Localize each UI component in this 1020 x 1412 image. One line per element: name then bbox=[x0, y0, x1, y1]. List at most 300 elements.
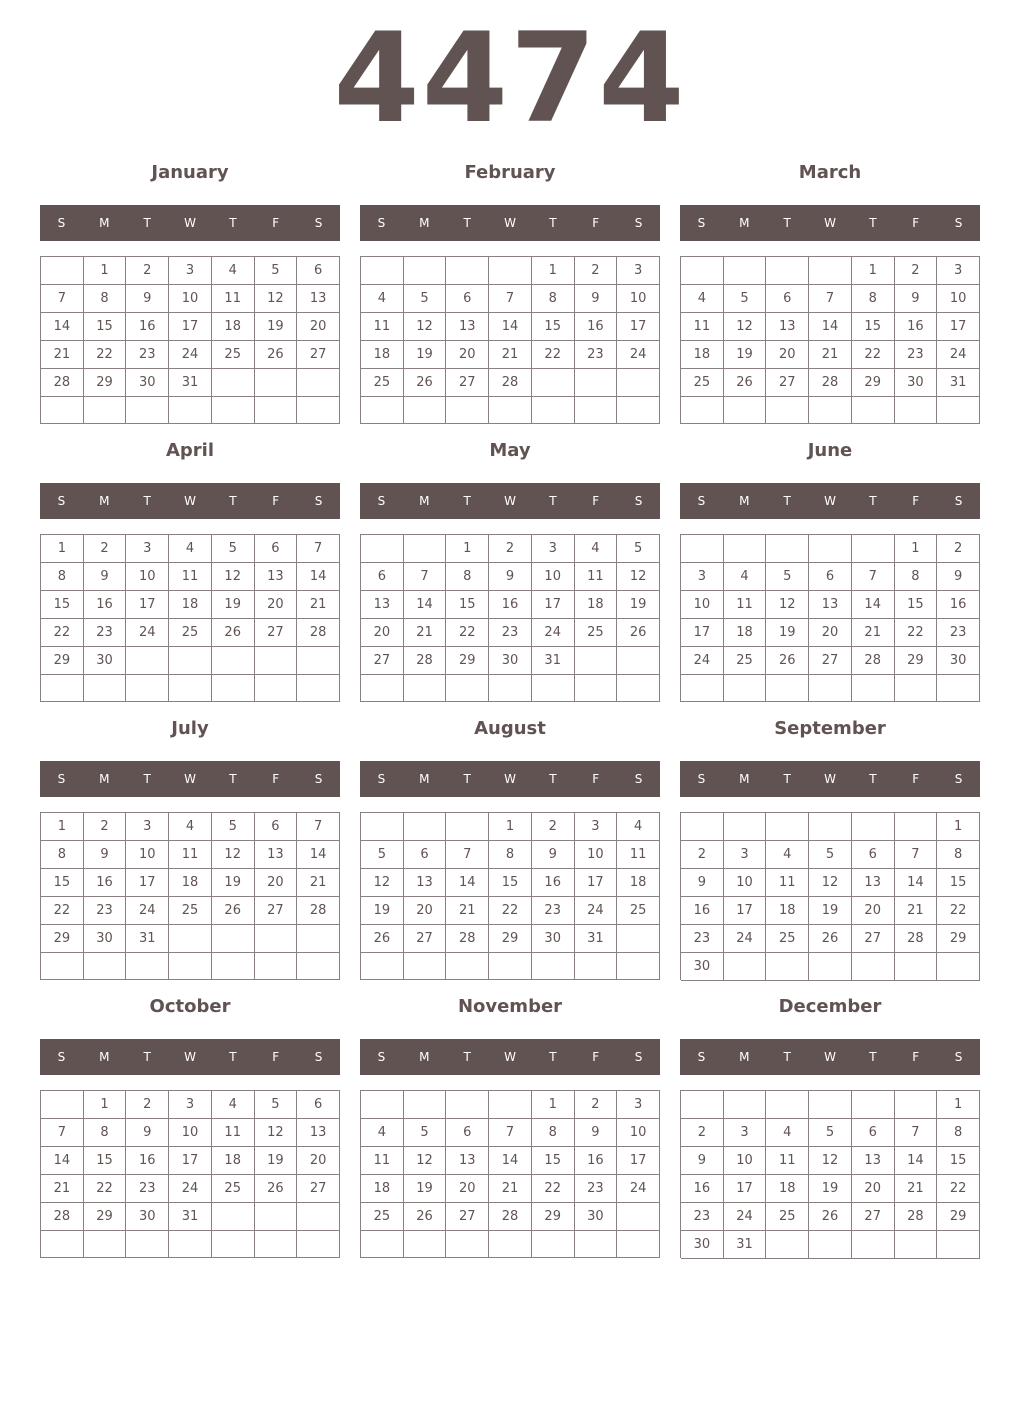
empty-day-cell bbox=[575, 369, 618, 397]
weekday-label: S bbox=[634, 772, 643, 786]
empty-day-cell bbox=[126, 953, 169, 980]
day-cell: 18 bbox=[212, 313, 255, 341]
day-cell: 23 bbox=[489, 619, 532, 647]
weekday-label: T bbox=[463, 494, 471, 508]
empty-day-cell bbox=[212, 397, 255, 424]
day-cell: 19 bbox=[212, 869, 255, 897]
empty-day-cell bbox=[404, 675, 447, 702]
day-cell: 10 bbox=[617, 1119, 660, 1147]
day-cell: 5 bbox=[724, 285, 767, 313]
day-cell: 3 bbox=[169, 257, 212, 285]
day-cell: 9 bbox=[532, 841, 575, 869]
day-cell: 23 bbox=[681, 1203, 724, 1231]
empty-day-cell bbox=[361, 675, 404, 702]
day-cell: 11 bbox=[169, 563, 212, 591]
day-cell: 6 bbox=[361, 563, 404, 591]
day-cell: 8 bbox=[532, 285, 575, 313]
empty-day-cell bbox=[212, 675, 255, 702]
empty-day-cell bbox=[297, 1203, 340, 1231]
empty-day-cell bbox=[361, 813, 404, 841]
day-cell: 17 bbox=[126, 591, 169, 619]
weekday-label: M bbox=[419, 1050, 430, 1064]
day-cell: 26 bbox=[617, 619, 660, 647]
day-cell: 13 bbox=[297, 1119, 340, 1147]
empty-day-cell bbox=[255, 369, 298, 397]
weekday-label: S bbox=[377, 494, 386, 508]
empty-day-cell bbox=[446, 813, 489, 841]
weekday-label: M bbox=[739, 216, 750, 230]
weekday-header bbox=[40, 761, 340, 797]
empty-day-cell bbox=[361, 953, 404, 980]
day-cell: 30 bbox=[681, 953, 724, 981]
day-cell: 4 bbox=[766, 841, 809, 869]
day-cell: 7 bbox=[404, 563, 447, 591]
empty-day-cell bbox=[255, 675, 298, 702]
day-cell: 15 bbox=[852, 313, 895, 341]
day-cell: 17 bbox=[724, 897, 767, 925]
empty-day-cell bbox=[809, 257, 852, 285]
day-cell: 26 bbox=[809, 1203, 852, 1231]
empty-day-cell bbox=[724, 675, 767, 702]
day-cell: 19 bbox=[404, 1175, 447, 1203]
year-title: 4474 bbox=[333, 7, 687, 151]
weekday-label: S bbox=[954, 1050, 963, 1064]
month-name: November bbox=[457, 996, 563, 1017]
weekday-label: S bbox=[314, 772, 323, 786]
day-cell: 8 bbox=[532, 1119, 575, 1147]
empty-day-cell bbox=[532, 675, 575, 702]
weekday-label: W bbox=[824, 216, 836, 230]
day-cell: 27 bbox=[446, 1203, 489, 1231]
day-cell: 31 bbox=[169, 1203, 212, 1231]
day-cell: 29 bbox=[895, 647, 938, 675]
day-cell: 29 bbox=[84, 1203, 127, 1231]
day-cell: 15 bbox=[937, 1147, 980, 1175]
day-cell: 13 bbox=[446, 313, 489, 341]
day-cell: 17 bbox=[169, 313, 212, 341]
weekday-label: F bbox=[272, 494, 280, 508]
day-cell: 29 bbox=[937, 1203, 980, 1231]
empty-day-cell bbox=[446, 1091, 489, 1119]
empty-day-cell bbox=[724, 257, 767, 285]
day-cell: 28 bbox=[489, 1203, 532, 1231]
day-cell: 20 bbox=[446, 1175, 489, 1203]
empty-day-cell bbox=[766, 953, 809, 981]
day-cell: 7 bbox=[297, 535, 340, 563]
day-cell: 24 bbox=[532, 619, 575, 647]
day-cell: 2 bbox=[681, 841, 724, 869]
empty-day-cell bbox=[575, 953, 618, 980]
day-cell: 23 bbox=[575, 1175, 618, 1203]
empty-day-cell bbox=[255, 397, 298, 424]
weekday-label: M bbox=[419, 772, 430, 786]
day-cell: 22 bbox=[84, 341, 127, 369]
day-cell: 27 bbox=[361, 647, 404, 675]
day-cell: 4 bbox=[617, 813, 660, 841]
day-cell: 31 bbox=[126, 925, 169, 953]
day-cell: 28 bbox=[895, 925, 938, 953]
day-grid bbox=[40, 1090, 340, 1258]
day-cell: 19 bbox=[809, 897, 852, 925]
day-cell: 2 bbox=[937, 535, 980, 563]
empty-day-cell bbox=[404, 535, 447, 563]
day-cell: 3 bbox=[724, 841, 767, 869]
day-cell: 14 bbox=[895, 869, 938, 897]
day-cell: 30 bbox=[575, 1203, 618, 1231]
day-cell: 15 bbox=[41, 591, 84, 619]
empty-day-cell bbox=[532, 397, 575, 424]
day-cell: 30 bbox=[126, 1203, 169, 1231]
empty-day-cell bbox=[532, 953, 575, 980]
day-cell: 15 bbox=[84, 1147, 127, 1175]
empty-day-cell bbox=[809, 535, 852, 563]
day-cell: 9 bbox=[575, 1119, 618, 1147]
day-cell: 1 bbox=[937, 1091, 980, 1119]
day-cell: 24 bbox=[169, 341, 212, 369]
day-cell: 30 bbox=[84, 925, 127, 953]
day-cell: 2 bbox=[84, 535, 127, 563]
day-cell: 10 bbox=[126, 563, 169, 591]
day-cell: 21 bbox=[297, 869, 340, 897]
empty-day-cell bbox=[404, 953, 447, 980]
day-cell: 22 bbox=[41, 897, 84, 925]
empty-day-cell bbox=[361, 397, 404, 424]
day-cell: 28 bbox=[297, 619, 340, 647]
weekday-label: W bbox=[504, 216, 516, 230]
month-name: August bbox=[474, 718, 546, 739]
day-cell: 15 bbox=[532, 313, 575, 341]
day-cell: 13 bbox=[404, 869, 447, 897]
empty-day-cell bbox=[617, 1203, 660, 1231]
empty-day-cell bbox=[446, 953, 489, 980]
day-cell: 8 bbox=[41, 841, 84, 869]
day-cell: 3 bbox=[575, 813, 618, 841]
day-cell: 25 bbox=[724, 647, 767, 675]
day-cell: 23 bbox=[126, 1175, 169, 1203]
day-cell: 27 bbox=[852, 1203, 895, 1231]
weekday-label: W bbox=[824, 1050, 836, 1064]
empty-day-cell bbox=[895, 397, 938, 424]
day-cell: 8 bbox=[84, 285, 127, 313]
weekday-header bbox=[40, 1039, 340, 1075]
day-cell: 10 bbox=[169, 1119, 212, 1147]
day-cell: 3 bbox=[617, 257, 660, 285]
empty-day-cell bbox=[212, 953, 255, 980]
day-cell: 1 bbox=[937, 813, 980, 841]
empty-day-cell bbox=[937, 1231, 980, 1259]
weekday-label: S bbox=[697, 772, 706, 786]
day-cell: 5 bbox=[404, 285, 447, 313]
day-cell: 18 bbox=[361, 341, 404, 369]
empty-day-cell bbox=[404, 257, 447, 285]
day-grid bbox=[360, 256, 660, 424]
day-cell: 3 bbox=[126, 813, 169, 841]
empty-day-cell bbox=[404, 813, 447, 841]
day-cell: 14 bbox=[297, 563, 340, 591]
weekday-header bbox=[360, 483, 660, 519]
day-cell: 1 bbox=[852, 257, 895, 285]
empty-day-cell bbox=[297, 397, 340, 424]
weekday-label: S bbox=[954, 494, 963, 508]
empty-day-cell bbox=[41, 257, 84, 285]
day-cell: 22 bbox=[532, 1175, 575, 1203]
empty-day-cell bbox=[681, 813, 724, 841]
day-cell: 28 bbox=[809, 369, 852, 397]
empty-day-cell bbox=[169, 397, 212, 424]
day-cell: 26 bbox=[212, 897, 255, 925]
empty-day-cell bbox=[766, 397, 809, 424]
day-cell: 22 bbox=[532, 341, 575, 369]
day-cell: 6 bbox=[255, 535, 298, 563]
day-cell: 1 bbox=[895, 535, 938, 563]
empty-day-cell bbox=[126, 1231, 169, 1258]
day-cell: 3 bbox=[532, 535, 575, 563]
empty-day-cell bbox=[404, 1231, 447, 1258]
weekday-label: F bbox=[912, 772, 920, 786]
day-cell: 7 bbox=[895, 841, 938, 869]
day-cell: 24 bbox=[617, 1175, 660, 1203]
day-cell: 9 bbox=[895, 285, 938, 313]
weekday-label: S bbox=[377, 1050, 386, 1064]
day-cell: 7 bbox=[809, 285, 852, 313]
weekday-header bbox=[360, 1039, 660, 1075]
day-cell: 11 bbox=[169, 841, 212, 869]
day-cell: 16 bbox=[489, 591, 532, 619]
weekday-label: T bbox=[229, 1050, 237, 1064]
day-cell: 4 bbox=[681, 285, 724, 313]
empty-day-cell bbox=[809, 813, 852, 841]
day-cell: 11 bbox=[575, 563, 618, 591]
day-cell: 25 bbox=[617, 897, 660, 925]
empty-day-cell bbox=[446, 257, 489, 285]
day-cell: 11 bbox=[361, 313, 404, 341]
day-cell: 6 bbox=[404, 841, 447, 869]
day-cell: 23 bbox=[895, 341, 938, 369]
day-cell: 27 bbox=[766, 369, 809, 397]
day-cell: 16 bbox=[532, 869, 575, 897]
weekday-label: W bbox=[184, 772, 196, 786]
day-cell: 20 bbox=[361, 619, 404, 647]
month-name: December bbox=[778, 996, 882, 1017]
day-cell: 4 bbox=[575, 535, 618, 563]
day-cell: 30 bbox=[681, 1231, 724, 1259]
day-cell: 15 bbox=[84, 313, 127, 341]
empty-day-cell bbox=[852, 535, 895, 563]
day-cell: 25 bbox=[575, 619, 618, 647]
empty-day-cell bbox=[84, 1231, 127, 1258]
day-cell: 13 bbox=[255, 841, 298, 869]
day-cell: 18 bbox=[766, 1175, 809, 1203]
weekday-label: M bbox=[419, 216, 430, 230]
weekday-label: S bbox=[314, 494, 323, 508]
weekday-label: T bbox=[229, 772, 237, 786]
empty-day-cell bbox=[446, 675, 489, 702]
empty-day-cell bbox=[617, 675, 660, 702]
empty-day-cell bbox=[212, 647, 255, 675]
empty-day-cell bbox=[617, 1231, 660, 1258]
weekday-label: T bbox=[229, 216, 237, 230]
day-cell: 23 bbox=[532, 897, 575, 925]
day-cell: 18 bbox=[766, 897, 809, 925]
day-cell: 5 bbox=[212, 535, 255, 563]
day-cell: 19 bbox=[766, 619, 809, 647]
day-cell: 26 bbox=[404, 369, 447, 397]
weekday-label: T bbox=[143, 494, 151, 508]
day-cell: 14 bbox=[404, 591, 447, 619]
day-cell: 4 bbox=[212, 257, 255, 285]
day-cell: 25 bbox=[212, 1175, 255, 1203]
day-cell: 4 bbox=[361, 1119, 404, 1147]
weekday-label: M bbox=[739, 1050, 750, 1064]
day-cell: 11 bbox=[361, 1147, 404, 1175]
day-cell: 1 bbox=[41, 535, 84, 563]
day-cell: 6 bbox=[852, 841, 895, 869]
empty-day-cell bbox=[937, 675, 980, 702]
empty-day-cell bbox=[84, 675, 127, 702]
day-cell: 28 bbox=[489, 369, 532, 397]
weekday-label: S bbox=[57, 494, 66, 508]
day-cell: 13 bbox=[852, 869, 895, 897]
day-cell: 16 bbox=[84, 869, 127, 897]
day-cell: 13 bbox=[766, 313, 809, 341]
day-cell: 6 bbox=[852, 1119, 895, 1147]
empty-day-cell bbox=[895, 675, 938, 702]
weekday-label: S bbox=[697, 1050, 706, 1064]
month-name: May bbox=[489, 440, 531, 461]
day-cell: 15 bbox=[895, 591, 938, 619]
weekday-header bbox=[680, 205, 980, 241]
empty-day-cell bbox=[255, 1203, 298, 1231]
day-cell: 9 bbox=[575, 285, 618, 313]
day-cell: 12 bbox=[724, 313, 767, 341]
day-cell: 13 bbox=[297, 285, 340, 313]
weekday-header bbox=[680, 761, 980, 797]
day-cell: 29 bbox=[532, 1203, 575, 1231]
empty-day-cell bbox=[724, 813, 767, 841]
day-cell: 9 bbox=[681, 869, 724, 897]
empty-day-cell bbox=[724, 953, 767, 981]
day-cell: 14 bbox=[809, 313, 852, 341]
day-cell: 16 bbox=[681, 897, 724, 925]
month-name: March bbox=[798, 162, 862, 183]
empty-day-cell bbox=[41, 675, 84, 702]
weekday-label: T bbox=[463, 772, 471, 786]
day-cell: 7 bbox=[489, 285, 532, 313]
day-cell: 30 bbox=[489, 647, 532, 675]
day-cell: 21 bbox=[489, 341, 532, 369]
day-cell: 24 bbox=[937, 341, 980, 369]
day-cell: 21 bbox=[446, 897, 489, 925]
day-cell: 25 bbox=[681, 369, 724, 397]
empty-day-cell bbox=[895, 813, 938, 841]
day-cell: 5 bbox=[766, 563, 809, 591]
day-cell: 9 bbox=[126, 285, 169, 313]
empty-day-cell bbox=[852, 675, 895, 702]
weekday-label: S bbox=[377, 216, 386, 230]
day-cell: 22 bbox=[41, 619, 84, 647]
empty-day-cell bbox=[617, 925, 660, 953]
day-cell: 4 bbox=[766, 1119, 809, 1147]
empty-day-cell bbox=[937, 953, 980, 981]
day-cell: 25 bbox=[361, 1203, 404, 1231]
day-cell: 2 bbox=[489, 535, 532, 563]
day-cell: 22 bbox=[937, 1175, 980, 1203]
day-cell: 28 bbox=[404, 647, 447, 675]
day-cell: 29 bbox=[852, 369, 895, 397]
day-cell: 28 bbox=[446, 925, 489, 953]
weekday-label: M bbox=[99, 216, 110, 230]
weekday-header bbox=[680, 483, 980, 519]
day-cell: 16 bbox=[126, 1147, 169, 1175]
empty-day-cell bbox=[809, 1091, 852, 1119]
weekday-header bbox=[680, 1039, 980, 1075]
day-cell: 23 bbox=[84, 619, 127, 647]
day-cell: 29 bbox=[937, 925, 980, 953]
day-cell: 14 bbox=[489, 313, 532, 341]
empty-day-cell bbox=[126, 397, 169, 424]
day-cell: 25 bbox=[212, 341, 255, 369]
day-cell: 22 bbox=[852, 341, 895, 369]
day-cell: 18 bbox=[617, 869, 660, 897]
empty-day-cell bbox=[617, 397, 660, 424]
weekday-label: T bbox=[549, 216, 557, 230]
empty-day-cell bbox=[724, 1091, 767, 1119]
day-cell: 11 bbox=[617, 841, 660, 869]
day-cell: 27 bbox=[297, 341, 340, 369]
day-cell: 8 bbox=[937, 841, 980, 869]
day-cell: 25 bbox=[169, 619, 212, 647]
weekday-label: F bbox=[592, 1050, 600, 1064]
day-cell: 19 bbox=[724, 341, 767, 369]
day-cell: 6 bbox=[809, 563, 852, 591]
empty-day-cell bbox=[489, 1091, 532, 1119]
day-cell: 17 bbox=[169, 1147, 212, 1175]
empty-day-cell bbox=[84, 953, 127, 980]
day-cell: 20 bbox=[297, 313, 340, 341]
day-cell: 12 bbox=[766, 591, 809, 619]
month-name: July bbox=[171, 718, 209, 739]
weekday-label: S bbox=[57, 772, 66, 786]
day-cell: 30 bbox=[895, 369, 938, 397]
day-grid bbox=[40, 256, 340, 424]
weekday-label: T bbox=[783, 494, 791, 508]
day-cell: 17 bbox=[681, 619, 724, 647]
weekday-label: S bbox=[634, 494, 643, 508]
day-cell: 19 bbox=[361, 897, 404, 925]
empty-day-cell bbox=[895, 1231, 938, 1259]
day-cell: 12 bbox=[809, 869, 852, 897]
weekday-label: W bbox=[824, 772, 836, 786]
weekday-label: T bbox=[143, 1050, 151, 1064]
day-cell: 11 bbox=[724, 591, 767, 619]
day-cell: 1 bbox=[84, 1091, 127, 1119]
day-cell: 23 bbox=[84, 897, 127, 925]
day-cell: 24 bbox=[724, 925, 767, 953]
empty-day-cell bbox=[297, 647, 340, 675]
empty-day-cell bbox=[489, 953, 532, 980]
day-cell: 13 bbox=[446, 1147, 489, 1175]
empty-day-cell bbox=[724, 535, 767, 563]
day-cell: 19 bbox=[809, 1175, 852, 1203]
day-cell: 10 bbox=[937, 285, 980, 313]
day-cell: 16 bbox=[681, 1175, 724, 1203]
day-cell: 28 bbox=[41, 1203, 84, 1231]
day-cell: 20 bbox=[766, 341, 809, 369]
day-cell: 2 bbox=[575, 257, 618, 285]
weekday-label: W bbox=[184, 1050, 196, 1064]
empty-day-cell bbox=[852, 1091, 895, 1119]
day-cell: 7 bbox=[41, 1119, 84, 1147]
